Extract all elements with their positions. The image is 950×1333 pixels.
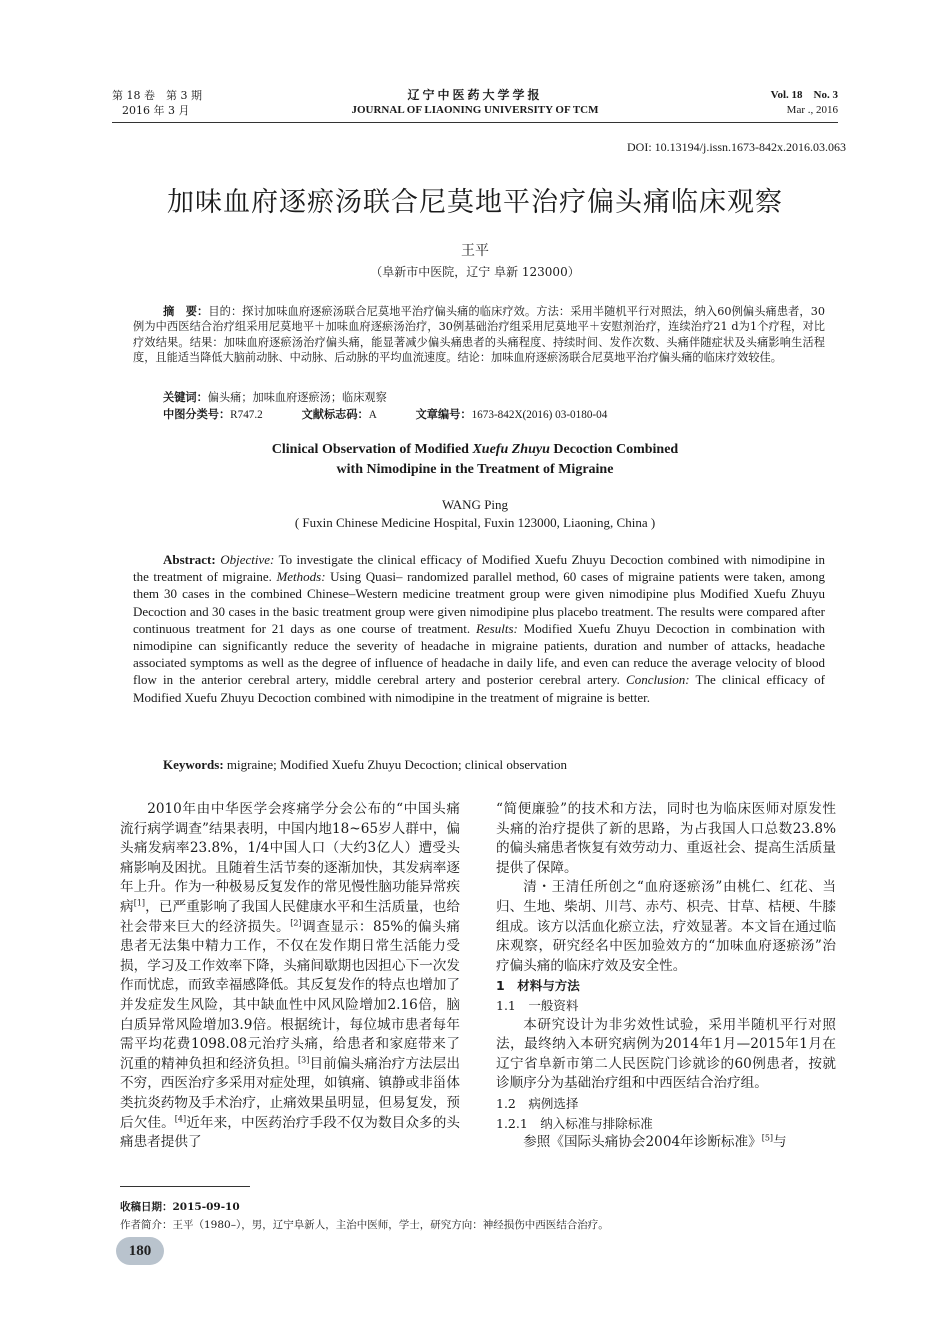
title-en-part1: Clinical Observation of Modified	[271, 442, 473, 457]
keywords-cn-label: 关键词：	[163, 391, 208, 404]
citation-1[interactable]: [1]	[133, 898, 146, 908]
affiliation-en: ( Fuxin Chinese Medicine Hospital, Fuxin 123000, Liaoning, China )	[294, 515, 656, 530]
results-label: Results:	[475, 620, 518, 636]
article-title-cn: 加味血府逐瘀汤联合尼莫地平治疗偏头痛临床观察	[167, 187, 783, 218]
body-paragraph: 2010年由中华医学会疼痛学分会公布的“中国头痛流行病学调查”结果表明，中国内地18~65岁人群中，偏头痛发病率23.8%，1/4中国人口（大约3亿人）遭受头痛影响及困扰。且随着生活节奏的逐渐加快，其发病率逐年上升。作为一种极易反复发作的常见慢性脑功能异常疾病[1]，已严重影响了我国人民健康水平和生活质量，也给社会带来巨大的经济损失。[2]调查显示：85%的偏头痛患者无法集中精力工作，不仅在发作期日常生活能力受损，学习及工作效率下降，头痛间歇期也因担心下一次发作而忧虑，而致幸福感降低。其反复发作的特点也增加了并发症发生风险，其中缺血性中风风险增加2.16倍，脑白质异常风险增加3.9倍。根据统计，每位城市患者每年需平均花费1098.08元治疗头痛，给患者和家庭带来了沉重的精神负担和经济负担。[3]目前偏头痛治疗方法层出不穷，西医治疗多采用对症处理，如镇痛、镇静或非甾体类抗炎药物及手术治疗，止痛效果虽明显，但易复发，预后欠佳。[4]近年来，中医药治疗手段不仅为数目众多的头痛患者提供了	[120, 801, 461, 1151]
body-paragraph: “简便廉验”的技术和方法，同时也为临床医师对原发性头痛的治疗提供了新的思路，为占我国人口总数23.8%的偏头痛患者恢复有效劳动力、重返社会、提高生活质量提供了保障。	[496, 801, 836, 876]
author-bio: 作者简介：王平（1980–），男，辽宁阜新人，主治中医师，学士，研究方向：神经损伤中西医结合治疗。	[120, 1219, 609, 1231]
abstract-en-label: Abstract:	[163, 552, 216, 567]
header-journal	[300, 86, 650, 116]
doc-code-label: 文献标志码：	[301, 408, 369, 421]
classification-row	[163, 406, 643, 422]
journal-name-cn: 辽宁中医药大学学报	[407, 88, 543, 102]
doi[interactable]: DOI: 10.13194/j.issn.1673-842x.2016.03.063	[627, 140, 846, 154]
body-paragraph: 本研究设计为非劣效性试验，采用半随机平行对照法，最终纳入本研究病例为2014年1月—2015年1月在辽宁省阜新市第二人民医院门诊就诊的60例患者，按就诊顺序分为基础治疗组和中西医结合治疗组。	[496, 1016, 836, 1092]
clc-label: 中图分类号：	[163, 408, 231, 421]
title-en-part2: Decoction Combined	[549, 442, 679, 457]
title-en-line2: with Nimodipine in the Treatment of Migraine	[336, 462, 614, 477]
body-column-left	[120, 800, 460, 1153]
clc-value: R747.2	[230, 409, 263, 421]
keywords-cn	[163, 389, 387, 405]
page-number: 180	[116, 1237, 164, 1265]
received-date: 收稿日期：2015-09-10	[120, 1201, 240, 1213]
header-vol-en: Vol. 18 No. 3	[770, 89, 838, 101]
header-vol-cn: 第 18 卷 第 3 期	[112, 89, 202, 102]
conclusion-text: The clinical efficacy of Modified Xuefu Zhuyu Decoction combined with nimodipine in the treatment of migraine is better.	[133, 672, 826, 705]
affiliation-cn: （阜新市中医院，辽宁 阜新 123000）	[370, 265, 580, 279]
header-date-en: Mar ., 2016	[786, 104, 838, 116]
results-text: Modified Xuefu Zhuyu Decoction in combination with nimodipine can significantly reduce the severity of headache in migraine patients, duration and number of attacks, headache associated symptoms as well as the degree of influence of headache in daily life, and even can reduce the average velocity of blood flow in the anterior cerebral artery, middle cerebral artery and posterior cerebral artery.	[133, 620, 826, 688]
footnote-divider	[120, 1186, 250, 1187]
header-volume-en	[771, 88, 838, 118]
journal-name-en: JOURNAL OF LIAONING UNIVERSITY OF TCM	[351, 104, 599, 116]
body-column-right	[496, 800, 836, 1153]
conclusion-label: Conclusion:	[626, 672, 690, 688]
keywords-en	[163, 757, 567, 773]
citation-2[interactable]: [2]	[290, 918, 302, 928]
methods-text: Using Quasi– randomized parallel method, 60 cases of migraine patients were taken, among them 30 cases in the combined Chinese–Western medicine treatment group were given nimodipine plus Modified Xuefu Zhuyu Decoction and 30 cases in the basic treatment group were given nimodipine plus placebo treatment. The results were compared after continuous treatment for 21 days as one course of treatment.	[133, 569, 825, 636]
footnotes	[120, 1198, 609, 1234]
objective-label: Objective:	[220, 552, 275, 567]
header-divider	[112, 122, 838, 123]
title-en-italic: Xuefu Zhuyu	[472, 442, 550, 457]
header-date-cn: 2016 年 3 月	[122, 104, 190, 117]
citation-4[interactable]: [4]	[174, 1113, 187, 1123]
article-no-label: 文章编号：	[415, 408, 472, 421]
keywords-en-label: Keywords:	[163, 757, 224, 772]
keywords-cn-text: 偏头痛；加味血府逐瘀汤；临床观察	[207, 391, 387, 404]
section-heading-1-1: 1.1 一般资料	[496, 997, 579, 1013]
keywords-en-text: migraine; Modified Xuefu Zhuyu Decoction; clinical observation	[226, 757, 567, 772]
author-cn: 王平	[461, 243, 489, 259]
section-heading-1: 1 材料与方法	[496, 978, 580, 994]
body-paragraph: 参照《国际头痛协会2004年诊断标准》[5]与	[523, 1133, 787, 1151]
citation-5[interactable]: [5]	[761, 1133, 774, 1143]
section-heading-1-2: 1.2 病例选择	[496, 1095, 579, 1111]
article-no-value: 1673-842X(2016) 03-0180-04	[471, 409, 608, 421]
abstract-cn	[133, 304, 825, 365]
abstract-cn-label: 摘 要：	[163, 305, 209, 318]
objective-text: To investigate the clinical efficacy of Modified Xuefu Zhuyu Decoction combined with nimodipine in the treatment of migraine.	[133, 552, 825, 585]
methods-label: Methods:	[276, 569, 326, 585]
body-paragraph: 清・王清任所创之“血府逐瘀汤”由桃仁、红花、当归、生地、柴胡、川芎、赤芍、枳壳、甘草、桔梗、牛膝组成。该方以活血化瘀立法，疗效显著。本文旨在通过临床观察，研究经名中医加验效方的“加味血府逐瘀汤”治疗偏头痛的临床疗效及安全性。	[496, 879, 836, 974]
citation-3[interactable]: [3]	[298, 1055, 310, 1065]
abstract-cn-text: 目的：探讨加味血府逐瘀汤联合尼莫地平治疗偏头痛的临床疗效。方法：采用半随机平行对照法，纳入60例偏头痛患者，30例为中西医结合治疗组采用尼莫地平＋加味血府逐瘀汤治疗，30例基础治疗组采用尼莫地平＋安慰剂治疗，连续治疗21 d为1个疗程，对比疗效结果。结果：加味血府逐瘀汤治疗偏头痛，能显著减少偏头痛患者的头痛程度、持续时间、发作次数、头痛伴随症状及头痛影响生活程度，且能适当降低大脑前动脉、中动脉、后动脉的平均血流速度。结论：加味血府逐瘀汤联合尼莫地平治疗偏头痛的临床疗效较佳。	[133, 305, 825, 364]
section-heading-1-2-1: 1.2.1 纳入标准与排除标准	[496, 1115, 653, 1131]
doc-code-value: A	[368, 409, 377, 421]
abstract-en	[133, 551, 825, 706]
header-volume-cn	[112, 88, 202, 118]
author-en: WANG Ping	[441, 497, 509, 512]
article-title-en	[0, 440, 950, 480]
